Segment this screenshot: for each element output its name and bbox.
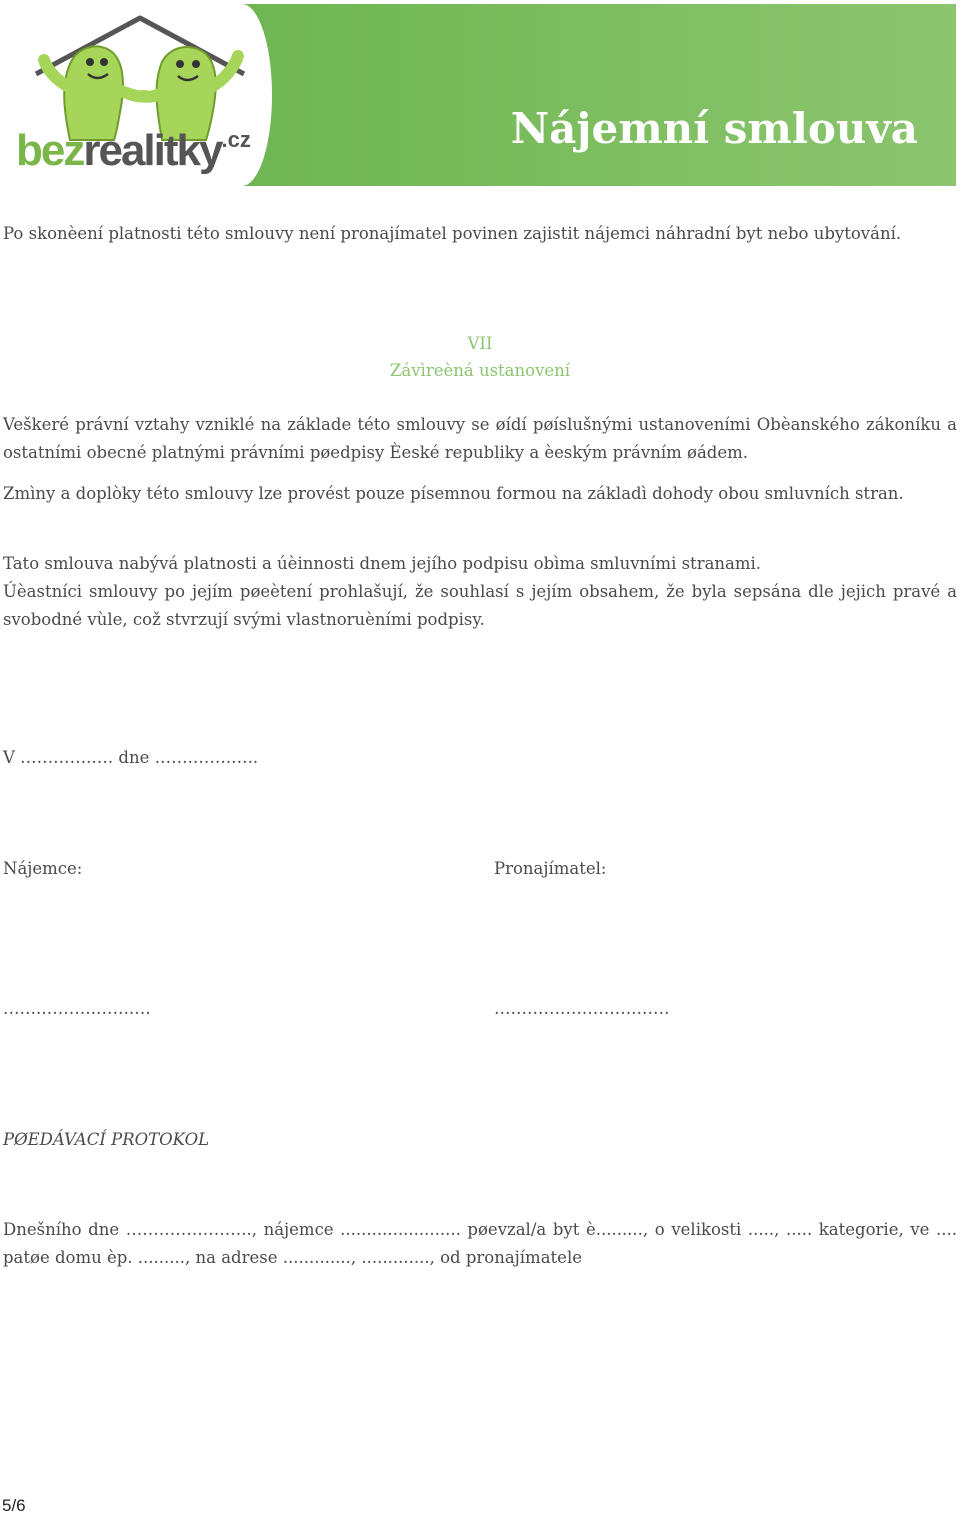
landlord-signature-line: …………….……….…… <box>494 999 670 1018</box>
logo-bez: bez <box>16 126 84 175</box>
logo-realitky: realitky <box>83 126 222 175</box>
protocol-heading: PØEDÁVACÍ PROTOKOL <box>3 1130 210 1149</box>
paragraph-declaration: Úèastníci smlouvy po jejím pøeètení prohlašují, že souhlasí s jejím obsahem, že byla sepsána dle jejich pravé a svobodné vùle, což stvrzují svými vlastnoruèními podpisy. <box>3 582 957 629</box>
tenant-label: Nájemce: <box>3 859 83 878</box>
logo <box>2 4 272 186</box>
paragraph-validity: Tato smlouva nabývá platnosti a úèinnosti dnem jejího podpisu obìma smluvními stranami. <box>3 554 762 573</box>
logo-tld: .cz <box>221 127 251 152</box>
place-date-line: V ………….…. dne …….…….….. <box>3 748 259 767</box>
paragraph-protocol: Dnešního dne ………………….., nájemce ....................... pøevzal/a byt è........., o velikosti ....., ..... kategorie, ve .... patøe domu èp. ........., na adrese ............., ............., od pronajímatele <box>3 1220 957 1267</box>
section-title: Závìreèná ustanovení <box>389 361 571 380</box>
landlord-label: Pronajímatel: <box>494 859 607 878</box>
header-banner <box>2 4 956 186</box>
paragraph-end-of-validity: Po skonèení platnosti této smlouvy není pronajímatel povinen zajistit nájemci náhradní byt nebo ubytování. <box>3 224 902 243</box>
logo-wordmark <box>16 126 251 176</box>
paragraph-legal-relations: Veškeré právní vztahy vzniklé na základe této smlouvy se øídí pøíslušnými ustanoveními Obèanského zákoníku a ostatními obecné platnými právními pøedpisy Èeské republiky a èeským právním øádem. <box>3 415 957 462</box>
page-number: 5/6 <box>2 1496 26 1515</box>
logo-figures-icon <box>30 12 250 142</box>
paragraph-amendments: Zmìny a doplòky této smlouvy lze provést pouze písemnou formou na základì dohody obou smluvních stran. <box>3 484 904 503</box>
document-title: Nájemní smlouva <box>510 104 918 153</box>
section-number: VII <box>467 334 493 353</box>
tenant-signature-line: …….……….…….… <box>3 999 151 1018</box>
